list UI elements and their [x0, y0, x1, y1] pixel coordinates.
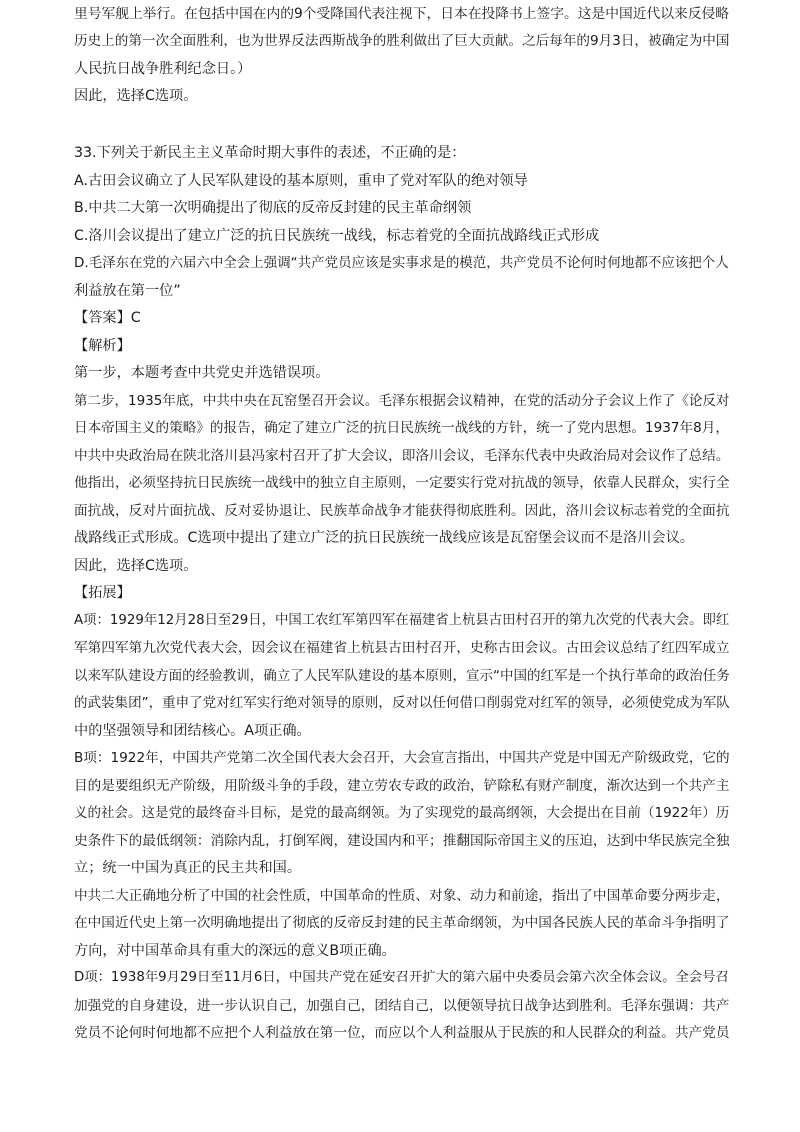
- text-line: 人民抗日战争胜利纪念日。）: [74, 61, 252, 77]
- text-line: 里号军舰上举行。在包括中国在内的9个受降国代表注视下，日本在投降书上签字。这是中国近代以来反侵略: [74, 6, 730, 22]
- option-b: B.中共二大第一次明确提出了彻底的反帝反封建的民主革命纲领: [74, 200, 472, 216]
- text-line: 的武装集团”，重申了党对红军实行绝对领导的原则，反对以任何借口削弱党对红军的领导，必须使党成为军队: [74, 695, 730, 711]
- analysis-heading: 【解析】: [74, 338, 131, 354]
- text-line: 目的是要组织无产阶级，用阶级斗争的手段，建立劳农专政的政治，铲除私有财产制度，渐次达到一个共产主: [74, 778, 730, 794]
- option-a: A.古田会议确立了人民军队建设的基本原则，重申了党对军队的绝对领导: [74, 173, 528, 189]
- text-line: A项：1929年12月28日至29日，中国工农红军第四军在福建省上杭县古田村召开的第九次党的代表大会。即红: [74, 613, 730, 628]
- text-line: 因此，选择C选项。: [74, 88, 198, 104]
- text-line: D项：1938年9月29日至11月6日，中国共产党在延安召开扩大的第六届中央委员会第六次全体会议。全会号召: [74, 970, 729, 985]
- text-line: 在中国近代史上第一次明确地提出了彻底的反帝反封建的民主革命纲领，为中国各民族人民的革命斗争指明了: [74, 915, 730, 931]
- extension-heading: 【拓展】: [74, 585, 131, 601]
- text-line: 以来军队建设方面的经验教训，确立了人民军队建设的基本原则，宣示“中国的红军是一个执行革命的政治任务: [74, 668, 730, 684]
- text-line: 中共中央政治局在陕北洛川县冯家村召开了扩大会议，即洛川会议，毛泽东代表中央政治局对会议作了总结。: [74, 448, 730, 464]
- text-line: 他指出，必须坚持抗日民族统一战线中的独立自主原则，一定要实行党对抗战的领导，依靠人民群众，实行全: [74, 475, 730, 491]
- text-line: 因此，选择C选项。: [74, 558, 198, 574]
- text-line: 日本帝国主义的策略》的报告，确定了建立广泛的抗日民族统一战线的方针，统一了党内思想。1937年8月，: [74, 420, 729, 436]
- question-stem: 33.下列关于新民主主义革命时期大事件的表述，不正确的是：: [74, 145, 466, 161]
- text-line: 中的坚强领导和团结核心。A项正确。: [74, 723, 311, 739]
- answer-label: 【答案】C: [74, 310, 141, 326]
- text-line: 党员不论何时何地都不应把个人利益放在第一位，而应以个人利益服从于民族的和人民群众的利益。共产党员: [74, 1025, 730, 1041]
- option-d-cont: 利益放在第一位”: [74, 283, 181, 299]
- text-line: 第一步，本题考查中共党史并选错误项。: [74, 365, 330, 381]
- option-c: C.洛川会议提出了建立广泛的抗日民族统一战线，标志着党的全面抗战路线正式形成: [74, 228, 600, 244]
- option-d: D.毛泽东在党的六届六中全会上强调“共产党员应该是实事求是的模范，共产党员不论何时何地都不应该把个人: [74, 255, 729, 271]
- text-line: 史条件下的最低纲领：消除内乱，打倒军阀，建设国内和平；推翻国际帝国主义的压迫，达到中华民族完全独: [74, 833, 730, 849]
- text-line: B项：1922年，中国共产党第二次全国代表大会召开，大会宣言指出，中国共产党是中国无产阶级政党，它的: [74, 750, 730, 766]
- text-line: 军第四军第九次党代表大会，因会议在福建省上杭县古田村召开，史称古田会议。古田会议总结了红四军成立: [74, 640, 730, 656]
- text-line: 第二步，1935年底，中共中央在瓦窑堡召开会议。毛泽东根据会议精神，在党的活动分子会议上作了《论反对: [74, 393, 730, 409]
- text-line: 立；统一中国为真正的民主共和国。: [74, 860, 302, 876]
- text-line: 方向，对中国革命具有重大的深远的意义B项正确。: [74, 943, 396, 959]
- text-line: 义的社会。这是党的最终奋斗目标，是党的最高纲领。为了实现党的最高纲领，大会提出在目前（1922年）历: [74, 805, 730, 821]
- text-line: 加强党的自身建设，进一步认识自己，加强自己，团结自己，以便领导抗日战争达到胜利。毛泽东强调：共产: [74, 998, 730, 1014]
- text-line: 中共二大正确地分析了中国的社会性质，中国革命的性质、对象、动力和前途，指出了中国革命要分两步走，: [74, 888, 730, 904]
- text-line: 历史上的第一次全面胜利，也为世界反法西斯战争的胜利做出了巨大贡献。之后每年的9月3日，被确定为中国: [74, 33, 730, 49]
- text-line: 战路线正式形成。C选项中提出了建立广泛的抗日民族统一战线应该是瓦窑堡会议而不是洛川会议。: [74, 530, 694, 546]
- text-line: 面抗战，反对片面抗战、反对妥协退让、民族革命战争才能获得彻底胜利。因此，洛川会议标志着党的全面抗: [74, 503, 730, 519]
